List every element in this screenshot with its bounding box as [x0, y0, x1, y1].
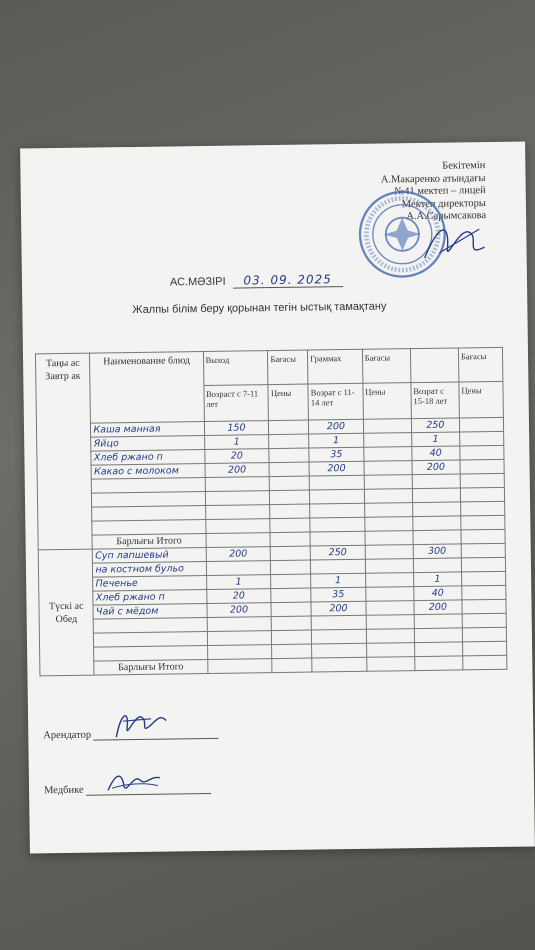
table-row: Яйцо 1 1 1 [37, 431, 504, 452]
header-age-15-18: Возрат с 15-18 лет [411, 382, 460, 419]
tenant-signature-icon [111, 707, 171, 742]
header-age-7-11: Возраст с 7-11 лет [203, 385, 268, 422]
total-label: Барлығы Итого [92, 534, 205, 550]
approval-line: Мектеп директоры [401, 197, 486, 210]
approval-line: Бекітемін [442, 160, 486, 172]
header-dish-name: Наименование блюд [90, 352, 204, 424]
header-grams: Граммах [308, 349, 363, 384]
header-output: Выход [203, 351, 268, 386]
menu-title [170, 272, 343, 289]
approval-line: №41 мектеп – лицей [394, 185, 486, 198]
menu-date: 03. 09. 2025 [233, 272, 343, 289]
header-price: Бағасы [362, 349, 411, 384]
tenant-label: Арендатор [43, 729, 92, 742]
table-row: Хлеб ржано п 20 35 40 [39, 585, 506, 606]
header-price-ru: Цены [268, 384, 308, 421]
table-row: Хлеб ржано п 20 35 40 [37, 445, 504, 466]
table-row: Түскі ас Обед Суп лапшевый 200 250 300 [38, 543, 505, 564]
nurse-label: Медбике [43, 784, 84, 797]
header-price-ru: Цены [459, 381, 504, 418]
header-price: Бағасы [458, 347, 503, 382]
header-price-ru: Цены [363, 383, 412, 420]
approval-line: А.Макаренко атындағы [380, 172, 486, 186]
menu-sheet [20, 142, 535, 854]
header-age-11-14: Возрат с 11-14 лет [308, 383, 363, 420]
nurse-signature-row [44, 771, 211, 796]
header-empty [410, 348, 459, 383]
menu-table [35, 347, 507, 677]
table-row: Какао с молоком 200 200 200 [37, 459, 504, 480]
tenant-signature-row [43, 716, 219, 741]
lunch-label: Түскі ас Обед [38, 549, 94, 676]
nurse-signature-line [86, 771, 211, 796]
tenant-signature-line [93, 716, 218, 741]
table-row: Чай с мёдом 200 200 200 [39, 599, 506, 620]
approval-line: А.А.Сарымсакова [406, 210, 487, 223]
total-label: Барлығы Итого [94, 659, 207, 675]
subtitle: Жалпы білім беру қорынан тегін ыстық тамақтану [132, 300, 387, 317]
breakfast-label: Таңы ас Завтр ак [35, 353, 92, 550]
header-price: Бағасы [268, 350, 308, 385]
table-row: Каша манная 150 200 250 [36, 417, 503, 438]
director-signature-icon [419, 217, 490, 268]
table-row: на костном бульо [38, 557, 505, 578]
table-row: Печенье 1 1 1 [39, 571, 506, 592]
menu-label: АС.МӘЗІРІ [169, 275, 226, 289]
nurse-signature-icon [104, 766, 164, 797]
